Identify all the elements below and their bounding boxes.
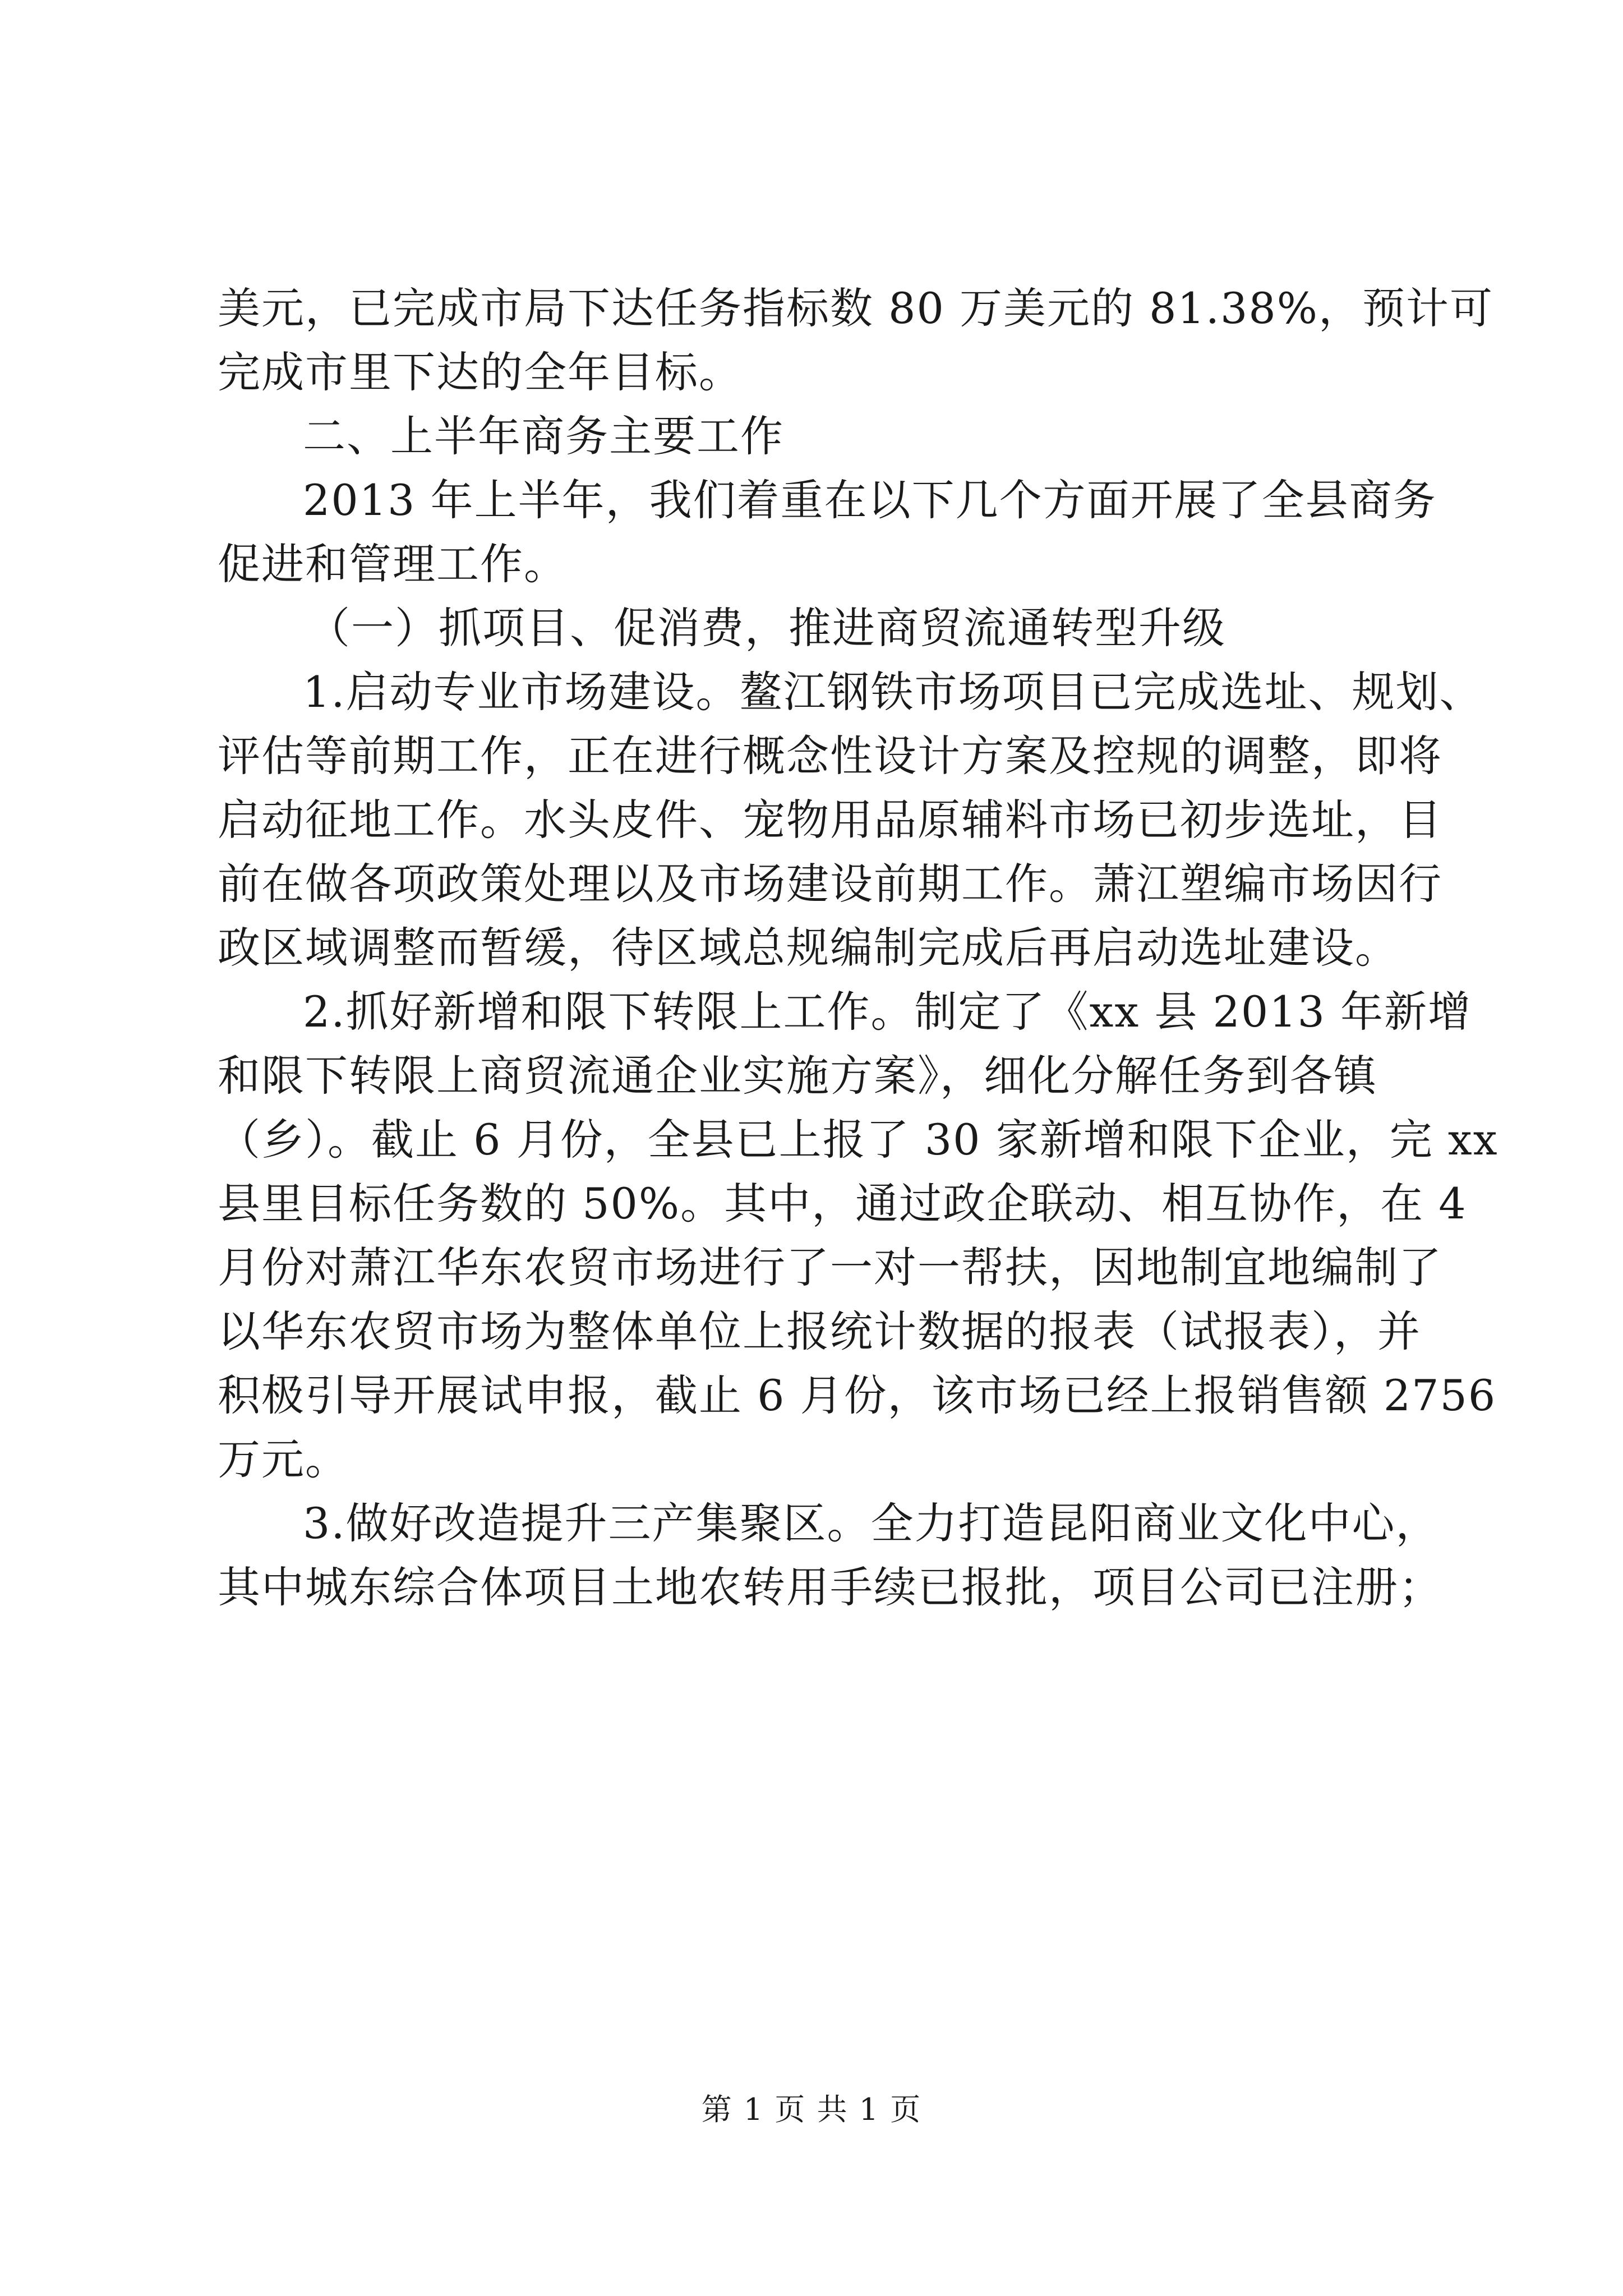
text-line: 其中城东综合体项目土地农转用手续已报批，项目公司已注册； (218, 1562, 1442, 1612)
text-line: 评估等前期工作，正在进行概念性设计方案及控规的调整，即将 (218, 731, 1442, 781)
text-line: （乡）。截止 6 月份，全县已上报了 30 家新增和限下企业，完 xx (218, 1115, 1498, 1165)
text-line: 和限下转限上商贸流通企业实施方案》，细化分解任务到各镇 (218, 1051, 1377, 1101)
text-line: 完成市里下达的全年目标。 (218, 347, 743, 397)
text-line: 美元，已完成市局下达任务指标数 80 万美元的 81.38%，预计可 (218, 283, 1493, 333)
text-line: 2.抓好新增和限下转限上工作。制定了《xx 县 2013 年新增 (303, 987, 1472, 1037)
text-line: 促进和管理工作。 (218, 539, 568, 589)
text-line: 3.做好改造提升三产集聚区。全力打造昆阳商业文化中心， (303, 1498, 1440, 1548)
text-line: 2013 年上半年，我们着重在以下几个方面开展了全县商务 (303, 475, 1437, 525)
section-heading: 二、上半年商务主要工作 (303, 411, 784, 461)
text-line: 万元。 (218, 1434, 349, 1484)
text-line: 月份对萧江华东农贸市场进行了一对一帮扶，因地制宜地编制了 (218, 1243, 1442, 1292)
text-line: 以华东农贸市场为整体单位上报统计数据的报表（试报表），并 (218, 1306, 1421, 1356)
text-line: 县里目标任务数的 50%。其中，通过政企联动、相互协作，在 4 (218, 1179, 1467, 1228)
text-line: 政区域调整而暂缓，待区域总规编制完成后再启动选址建设。 (218, 923, 1399, 973)
subsection-heading: （一）抓项目、促消费，推进商贸流通转型升级 (307, 603, 1226, 653)
text-line: 积极引导开展试申报，截止 6 月份，该市场已经上报销售额 2756 (218, 1370, 1497, 1420)
text-line: 1.启动专业市场建设。鳌江钢铁市场项目已完成选址、规划、 (303, 667, 1483, 717)
text-line: 前在做各项政策处理以及市场建设前期工作。萧江塑编市场因行 (218, 859, 1442, 909)
document-body (218, 280, 1498, 1616)
page-number-label: 第 1 页 共 1 页 (701, 2092, 922, 2127)
text-line: 启动征地工作。水头皮件、宠物用品原辅料市场已初步选址，目 (218, 795, 1442, 845)
page-footer (0, 2090, 1623, 2129)
